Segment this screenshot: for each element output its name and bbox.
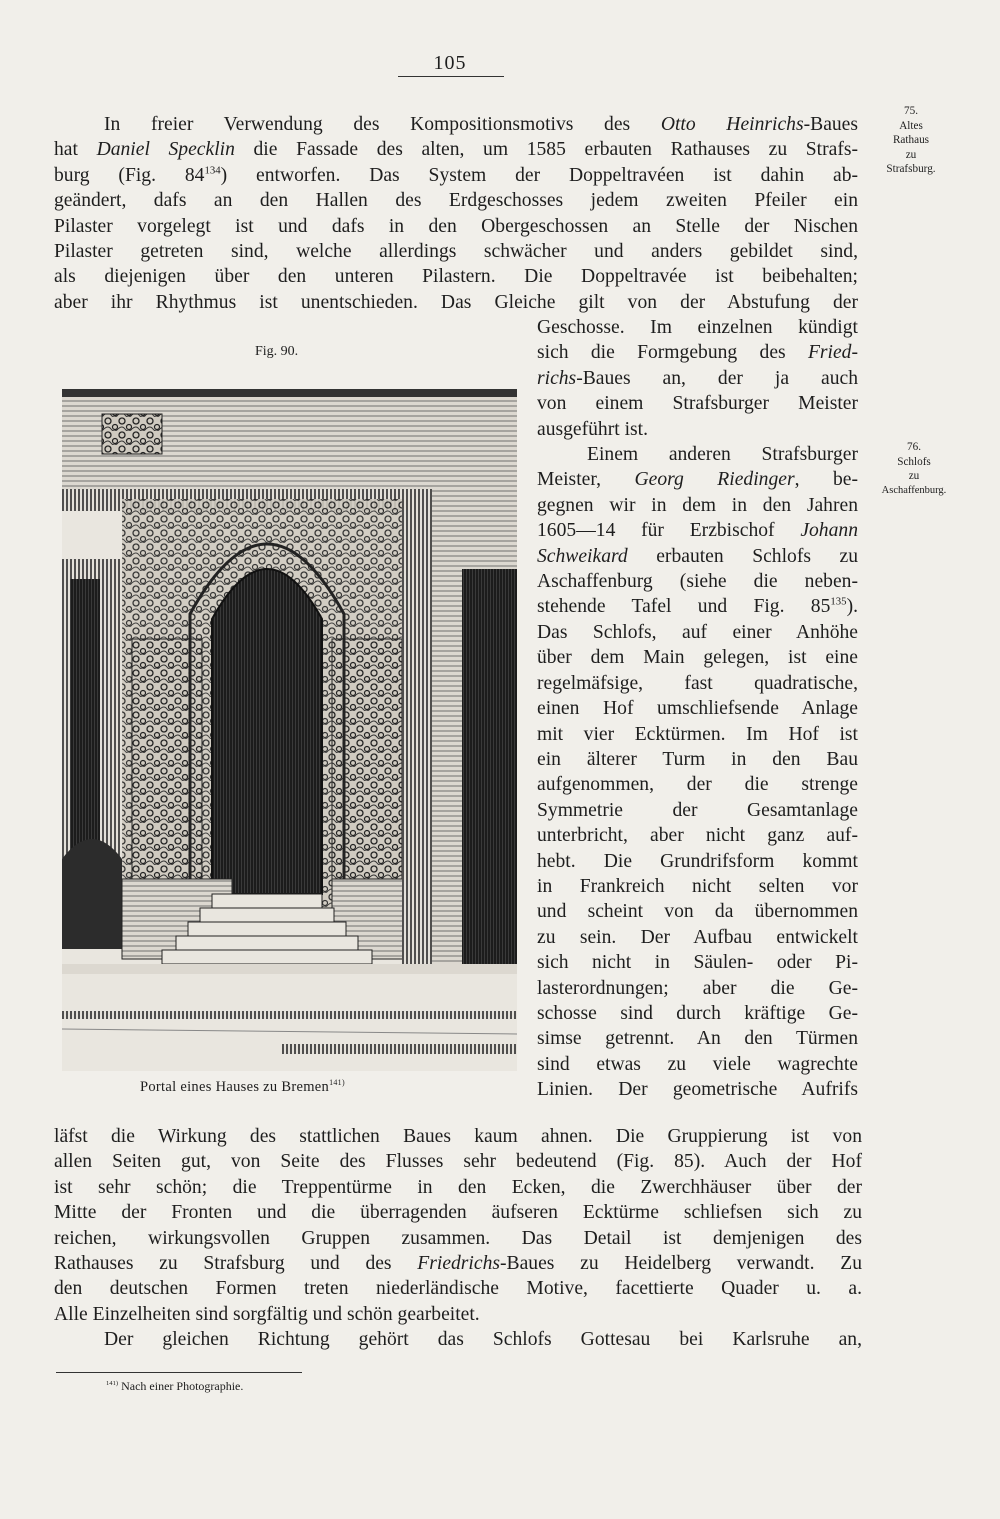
- text-line: ausgeführt ist.: [537, 418, 649, 440]
- text-line: regelmäfsige, fast quadratische,: [537, 672, 858, 694]
- text-line: Pilaster getreten sind, welche allerdings schwächer und anders gebildet sind,: [54, 241, 858, 263]
- portal-engraving-image: [62, 389, 517, 1071]
- text-line: mit vier Ecktürmen. Im Hof ist: [537, 723, 858, 745]
- text-line: Das Schlofs, auf einer Anhöhe: [537, 621, 858, 643]
- text-line: Meister, Georg Riedinger, be-: [537, 469, 858, 491]
- text-line: einen Hof umschliefsende Anlage: [537, 698, 858, 720]
- page-number-rule: [398, 76, 504, 77]
- text-line: Schweikard erbauten Schlofs zu: [537, 545, 858, 567]
- text-line: aufgenommen, der die strenge: [537, 774, 858, 796]
- text-line: burg (Fig. $84^{134}$) entworfen. Das System der Doppeltravéen ist dahin ab-: [54, 164, 859, 186]
- text-line: Mitte der Fronten und die überragenden äufseren Ecktürme schliefsen sich zu: [54, 1202, 862, 1224]
- text-line: lasterordnungen; aber die Ge-: [537, 977, 858, 999]
- text-line: hat Daniel Specklin die Fassade des alten, um 1585 erbauten Rathauses zu Strafs-: [54, 139, 858, 161]
- text-line: reichen, wirkungsvollen Gruppen zusammen. Das Detail ist demjenigen des: [54, 1227, 862, 1249]
- text-line: Einem anderen Strafsburger: [587, 444, 858, 466]
- margin-note-number: 76.: [907, 441, 921, 453]
- body-text-right-column: [537, 315, 858, 1103]
- text-line: als diejenigen über den unteren Pilastern. Die Doppeltravée ist beibehalten;: [54, 266, 858, 288]
- text-line: geändert, dafs an den Hallen des Erdgeschosses jedem zweiten Pfeiler ein: [54, 190, 858, 212]
- text-line: ein älterer Turm in den Bau: [537, 748, 858, 770]
- body-text-top: [54, 112, 858, 315]
- margin-note-line: Rathaus: [892, 134, 930, 146]
- margin-note-line: Altes: [899, 119, 923, 132]
- figure-caption: Portal eines Hauses zu Bremen$^{141)}$: [140, 1078, 345, 1095]
- text-line: Geschosse. Im einzelnen kündigt: [537, 317, 858, 338]
- margin-note-75: [861, 104, 961, 177]
- text-line: allen Seiten gut, von Seite des Flusses sehr bedeutend (Fig. 85). Auch der Hof: [54, 1151, 862, 1173]
- text-line: und scheint von da übernommen: [537, 901, 858, 923]
- figure-label: Fig. 90.: [255, 344, 299, 359]
- text-line: den deutschen Formen treten niederländische Motive, facettierte Quader u. a.: [54, 1278, 862, 1300]
- margin-note-line: zu: [908, 470, 920, 482]
- text-line: Aschaffenburg (siehe die neben-: [537, 571, 858, 593]
- text-line: richs-Baues an, der ja auch: [537, 367, 858, 389]
- text-line: Linien. Der geometrische Aufrifs: [537, 1079, 858, 1101]
- text-line: über dem Main gelegen, ist eine: [537, 647, 858, 669]
- text-line: stehende Tafel und Fig. $85^{135}$).: [537, 595, 858, 618]
- text-line: Symmetrie der Gesamtanlage: [537, 799, 858, 821]
- text-line: sich die Formgebung des Fried-: [537, 342, 858, 364]
- text-line: läfst die Wirkung des stattlichen Baues kaum ahnen. Die Gruppierung ist von: [54, 1126, 862, 1147]
- margin-note-line: Schlofs: [897, 455, 931, 468]
- margin-note-line: Aschaffenburg.: [881, 484, 947, 496]
- text-line: zu sein. Der Aufbau entwickelt: [537, 926, 858, 948]
- margin-note-line: zu: [905, 148, 917, 161]
- text-line: aber ihr Rhythmus ist unentschieden. Das Gleiche gilt von der Abstufung der: [54, 291, 858, 313]
- text-line: simse getrennt. An den Türmen: [537, 1028, 858, 1050]
- text-line: schosse sind durch kräftige Ge-: [537, 1002, 858, 1024]
- text-line: gegnen wir in dem in den Jahren: [537, 494, 858, 516]
- margin-note-76: [866, 440, 962, 498]
- text-line: ist sehr schön; die Treppentürme in den Ecken, die Zwerchhäuser über der: [54, 1176, 862, 1198]
- footnote-rule: [56, 1372, 302, 1373]
- text-line: hebt. Die Grundrifsform kommt: [537, 850, 858, 872]
- text-line: sind etwas zu viele wagrechte: [537, 1053, 858, 1075]
- body-text-bottom: [54, 1124, 862, 1353]
- text-line: unterbricht, aber nicht ganz auf-: [537, 825, 858, 847]
- page-number: 105: [433, 52, 467, 74]
- text-line: von einem Strafsburger Meister: [537, 393, 858, 415]
- text-line: Alle Einzelheiten sind sorgfältig und schön gearbeitet.: [54, 1303, 480, 1325]
- text-line: Rathauses zu Strafsburg und des Friedrichs-Baues zu Heidelberg verwandt. Zu: [54, 1253, 862, 1275]
- text-line: 1605—14 für Erzbischof Johann: [537, 520, 858, 542]
- footnote: $^{141)}$ Nach einer Photographie.: [106, 1379, 244, 1393]
- margin-note-line: Strafsburg.: [886, 163, 936, 175]
- text-line: Der gleichen Richtung gehört das Schlofs Gottesau bei Karlsruhe an,: [104, 1329, 862, 1351]
- text-line: in Frankreich nicht selten vor: [537, 875, 858, 897]
- margin-note-number: 75.: [904, 105, 918, 117]
- text-line: Pilaster vorgelegt ist und dafs in den Obergeschossen an Stelle der Nischen: [54, 215, 858, 237]
- text-line: sich nicht in Säulen- oder Pi-: [537, 952, 858, 974]
- text-line: In freier Verwendung des Kompositionsmotivs des Otto Heinrichs-Baues: [104, 114, 859, 135]
